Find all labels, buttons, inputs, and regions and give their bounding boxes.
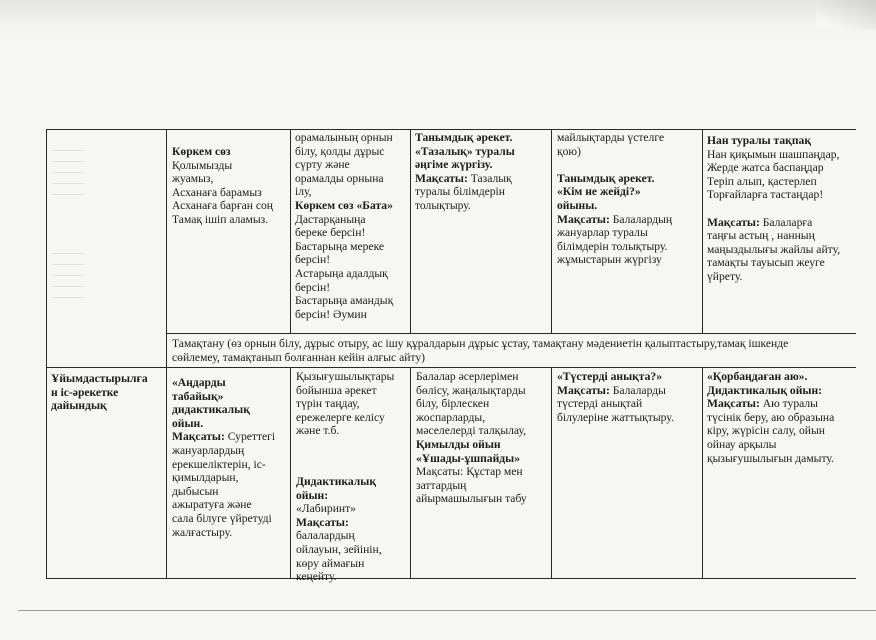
row2-col4-cell: Балалар әсерлерімен бөлісу, жаңалықтарды білу, бірлескен жоспарларды, мәселелерді талқылау, Қимылды ойын «Ұшады-ұшпайды» Мақсаты: Құстар мен заттардың айырмашылығын табу (416, 370, 527, 506)
row2-col2-cell: «Аңдарды табайық» дидактикалық ойын. Мақсаты: Суреттегі жануарлардың ерекшеліктерін, іс- қимылдарын, дыбысын ажыратуға және сала білуге үйретуді жалғастыру. (172, 376, 276, 539)
scan-shadow (0, 0, 876, 40)
goal-label: Мақсаты: (296, 515, 349, 529)
col-border-4a (551, 129, 552, 333)
col-border-3a (410, 129, 411, 333)
goal-label: Мақсаты: (707, 397, 760, 411)
col-border-1 (166, 129, 167, 578)
table-top-border (46, 129, 856, 130)
row1-col6-cell: Нан туралы тақпақ Нан қиқымын шашпаңдар, Жерде жатса баспаңдар Теріп алып, қастерлеп Торғайларға тастаңдар! Мақсаты: Балаларға таңғы астың , нанның маңыздылығы жайлы айту, тамақты тауысып жеуге үйрету. (707, 134, 841, 283)
row2-col3-top: Қызығушылықтары бойынша әрекет түрін таңдау, ережелерге келісу және т.б. (296, 370, 395, 438)
row1-bottom-border (166, 333, 856, 334)
row2-col1-heading: Ұйымдастырылға н іс-әрекетке дайындық (51, 372, 148, 413)
goal-label: Мақсаты: (557, 212, 610, 226)
row1-col3-cell: орамалының орнын білу, қолды дұрыс сүрту және орамалды орнына ілу, Көркем сөз «Бата» Дастарқаныңа береке берсін! Бастарыңа мереке берсін! Астарыңа адалдық берсін! Бастарыңа амандық берсін! Әумин (295, 131, 394, 321)
goal-label: Мақсаты: (415, 171, 468, 185)
meal-strip: Тамақтану (өз орнын білу, дұрыс отыру, ас ішу құралдарын дұрыс ұстау, тамақтану мәдениетін қалыптастыру,тамақ ішкенде сөйлемеу, тамақтанып болғаннан кейін алғыс айту) (172, 337, 789, 364)
col-border-0 (46, 129, 47, 578)
row2-col3-game: Дидактикалық ойын: «Лабиринт» Мақсаты: балалардың ойлауын, зейінін, көру аймағын кеңейту. (296, 475, 382, 584)
table-bottom-border (46, 578, 856, 579)
col-border-5a (702, 129, 703, 333)
col-border-4b (551, 367, 552, 578)
row1-col1-faint-low: _______ _______ _______ _______ _______ (52, 245, 84, 299)
row1-col1-faint: _______ _______ _______ _______ _______ (52, 142, 84, 196)
col-border-2b (290, 367, 291, 578)
row1-col4-cell: Танымдық әрекет. «Тазалық» туралы әңгіме жүргізу. Мақсаты: Тазалық туралы білімдерін толықтыру. (415, 131, 515, 212)
goal-label: Мақсаты: (557, 383, 610, 397)
strip-bottom-border (46, 367, 856, 368)
col-border-5b (702, 367, 703, 578)
row1-col5-cell: майлықтарды үстелге қою) Танымдық әрекет. «Кім не жейді?» ойыны. Мақсаты: Балалардың жануарлар туралы білімдерін толықтыру. жұмыстарын жүргізу (557, 131, 673, 267)
page-edge-line (18, 610, 876, 611)
row1-col2-cell: Көркем сөз Қолымызды жуамыз, Асханаға барамыз Асханаға барған соң Тамақ ішіп аламыз. (172, 145, 274, 226)
row2-col5-cell: «Түстерді анықта?» Мақсаты: Балаларды түстерді анықтай білулеріне жаттықтыру. (557, 370, 674, 424)
goal-label: Мақсаты: (172, 430, 225, 444)
row2-col6-cell: «Қорбаңдаған аю». Дидактикалық ойын: Мақсаты: Аю туралы түсінік беру, аю образына кіру, жүрісін салу, ойын ойнау арқылы қызығушылығын дамыту. (707, 370, 835, 465)
col-border-2a (290, 129, 291, 333)
goal-label: Мақсаты: (707, 215, 760, 229)
scan-corner (816, 0, 876, 30)
col-border-3b (410, 367, 411, 578)
